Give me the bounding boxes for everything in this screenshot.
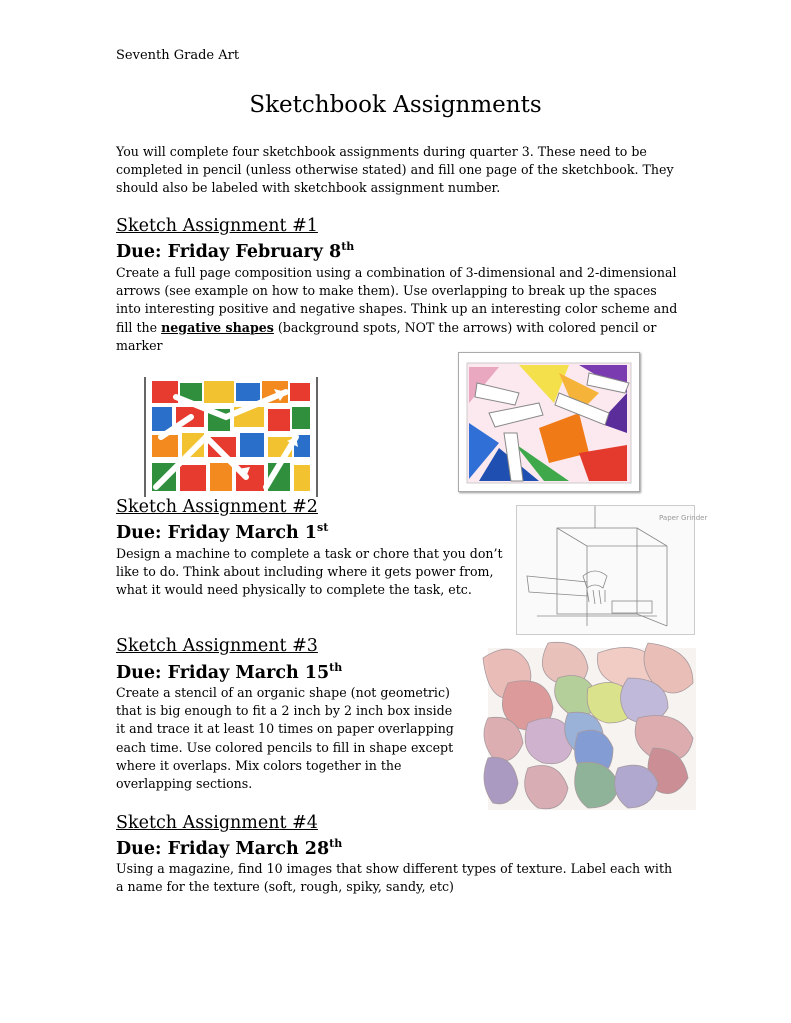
arrow-example-image-2 — [458, 352, 640, 492]
assignment-2-due — [116, 521, 328, 543]
assignment-1-heading: Sketch Assignment #1 — [116, 216, 318, 236]
due-date: Due: Friday March 1 — [116, 522, 317, 543]
assignment-2-description: Design a machine to complete a task or chore that you don’t like to do. Think about including where it gets power from, what it would need physically to complete the task, etc. — [116, 546, 503, 598]
description-text: (background spots, NOT the arrows) with colored pencil or marker — [116, 319, 657, 353]
assignment-1-due — [116, 240, 354, 262]
arrow-example-image-1 — [144, 377, 318, 497]
due-date: Due: Friday March 28 — [116, 838, 330, 859]
assignment-3-description: Create a stencil of an organic shape (not geometric) that is big enough to fit a 2 inch by 2 inch box inside it and trace it at least 10 times on paper overlapping each time. Use colored pencils to fill in shape except where it overlaps. Mix colors together in the overlapping sections. — [116, 685, 454, 792]
intro-paragraph: You will complete four sketchbook assignments during quarter 3. These need to be completed in pencil (unless otherwise stated) and fill one page of the sketchbook. They should also be labeled with sketchbook assignment number. — [116, 144, 674, 196]
due-suffix: th — [329, 661, 343, 674]
due-suffix: th — [329, 837, 343, 850]
due-suffix: st — [317, 521, 329, 534]
assignment-3-due — [116, 661, 342, 683]
assignment-4-description: Using a magazine, find 10 images that show different types of texture. Label each with a name for the texture (soft, rough, spiky, sandy, etc) — [116, 861, 673, 895]
page-title: Sketchbook Assignments — [249, 92, 542, 118]
assignment-3-heading: Sketch Assignment #3 — [116, 636, 318, 656]
due-date: Due: Friday March 15 — [116, 662, 330, 683]
negative-shapes-emphasis: negative shapes — [161, 319, 274, 335]
document-header: Seventh Grade Art — [116, 48, 240, 63]
assignment-1-description — [116, 264, 678, 355]
assignment-4-due — [116, 837, 342, 859]
machine-drawing-image — [516, 505, 708, 635]
organic-shapes-image — [488, 648, 696, 810]
due-date: Due: Friday February 8 — [116, 241, 342, 262]
assignment-4-heading: Sketch Assignment #4 — [116, 813, 318, 833]
machine-drawing-label: Paper Grinder — [659, 514, 708, 522]
assignment-2-heading: Sketch Assignment #2 — [116, 497, 318, 517]
description-text: Create a full page composition using a combination of 3-dimensional and 2-dimensional arrows (see example on how to make them). Use overlapping to break up the spaces into interesting positive and negative shapes. Think up an interesting color scheme and fill the — [116, 265, 678, 335]
due-suffix: th — [341, 240, 355, 253]
